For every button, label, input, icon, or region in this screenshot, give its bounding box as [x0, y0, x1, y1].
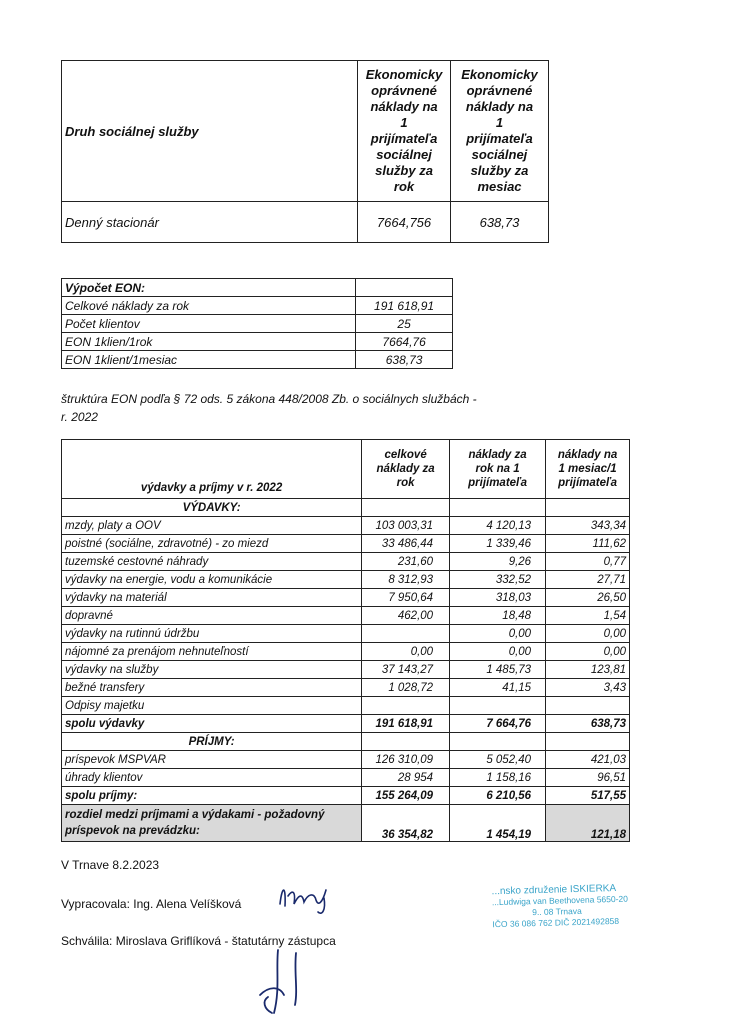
total-cell: 7 950,64 [362, 589, 450, 607]
service-column-header: Druh sociálnej služby [62, 61, 358, 202]
year-cell: 7 664,76 [450, 715, 546, 733]
empty-cell [450, 499, 546, 517]
month-cell: 121,18 [546, 805, 630, 842]
row-label: mzdy, platy a OOV [62, 517, 362, 535]
month-cell: 0,00 [546, 643, 630, 661]
label-line: príspevok na prevádzku: [65, 825, 200, 837]
total-cell: 33 486,44 [362, 535, 450, 553]
organization-stamp [491, 882, 662, 930]
header-line: Ekonomicky [461, 67, 538, 82]
table-row [62, 697, 630, 715]
header-line: sociálnej [376, 147, 432, 162]
signature-preparer [270, 876, 340, 916]
total-cell: 8 312,93 [362, 571, 450, 589]
row-value: 638,73 [356, 351, 453, 369]
service-name-cell: Denný stacionár [62, 202, 358, 243]
header-line: prijímateľa [558, 477, 617, 489]
row-value: 7664,76 [356, 333, 453, 351]
total-cell [362, 697, 450, 715]
expenses-total-row [62, 715, 630, 733]
month-cell: 1,54 [546, 607, 630, 625]
header-line: služby za [375, 163, 433, 178]
row-value: 191 618,91 [356, 297, 453, 315]
year-cell: 332,52 [450, 571, 546, 589]
caption-line: štruktúra EON podľa § 72 ods. 5 zákona 448/2008 Zb. o sociálnych službách - [61, 392, 477, 406]
signature-approver [250, 945, 330, 1020]
year-cell: 18,48 [450, 607, 546, 625]
total-cell: 462,00 [362, 607, 450, 625]
header-line: celkové [384, 449, 427, 461]
total-cell: 0,00 [362, 643, 450, 661]
header-line: prijímateľa [468, 477, 528, 489]
year-cell: 1 454,19 [450, 805, 546, 842]
income-title: PRÍJMY: [62, 733, 362, 751]
empty-cell [362, 733, 450, 751]
row-label: úhrady klientov [62, 769, 362, 787]
table-row [62, 571, 630, 589]
row-label: výdavky na rutinnú údržbu [62, 625, 362, 643]
month-cost-cell: 638,73 [450, 202, 548, 243]
year-cell: 5 052,40 [450, 751, 546, 769]
year-cell: 1 339,46 [450, 535, 546, 553]
stamp-line: IČO 36 086 762 DIČ 2021492858 [492, 915, 620, 930]
total-cell: 155 264,09 [362, 787, 450, 805]
table-row [62, 661, 630, 679]
stamp-line: ...nsko združenie ISKIERKA [491, 882, 617, 898]
year-cell: 0,00 [450, 625, 546, 643]
eon-calculation-table [61, 278, 453, 369]
section-title-row [62, 733, 630, 751]
total-cell: 36 354,82 [362, 805, 450, 842]
table-row [62, 679, 630, 697]
header-label: výdavky a príjmy v r. 2022 [62, 440, 362, 499]
row-label: spolu výdavky [62, 715, 362, 733]
month-cell: 517,55 [546, 787, 630, 805]
year-cell: 0,00 [450, 643, 546, 661]
row-label: Celkové náklady za rok [62, 297, 356, 315]
row-value: 25 [356, 315, 453, 333]
month-cell: 27,71 [546, 571, 630, 589]
total-cell: 28 954 [362, 769, 450, 787]
empty-cell [546, 733, 630, 751]
empty-cell [546, 499, 630, 517]
header-line: prijímateľa [466, 131, 533, 146]
month-cost-column-header [450, 61, 548, 202]
year-cell: 4 120,13 [450, 517, 546, 535]
row-label: bežné transfery [62, 679, 362, 697]
header-line: rok na 1 [475, 463, 520, 475]
table-row [62, 333, 453, 351]
stamp-line: ...Ludwiga van Beethovena 5650-20 [491, 893, 629, 908]
month-cell: 0,00 [546, 625, 630, 643]
year-cell: 9,26 [450, 553, 546, 571]
table-row [62, 535, 630, 553]
header-line: 1 [495, 115, 504, 130]
approved-by: Schválila: Miroslava Griflíková - štatutárny zástupca [61, 934, 336, 948]
header-line: mesiac [477, 179, 522, 194]
empty-cell [356, 279, 453, 297]
difference-row [62, 805, 630, 842]
income-total-row [62, 787, 630, 805]
year-cell: 6 210,56 [450, 787, 546, 805]
total-cell: 37 143,27 [362, 661, 450, 679]
header-line: oprávnené [371, 83, 437, 98]
table-row [62, 607, 630, 625]
header-line: náklady na [465, 99, 534, 114]
table-row [62, 553, 630, 571]
year-cell [450, 697, 546, 715]
difference-label [62, 805, 362, 842]
total-cell: 103 003,31 [362, 517, 450, 535]
empty-cell [362, 499, 450, 517]
total-cell: 1 028,72 [362, 679, 450, 697]
header-line: sociálnej [471, 147, 528, 162]
total-column-header [362, 440, 450, 499]
table-row [62, 315, 453, 333]
header-line: 1 [400, 115, 408, 130]
month-cell: 26,50 [546, 589, 630, 607]
expenses-title: VÝDAVKY: [62, 499, 362, 517]
row-label: poistné (sociálne, zdravotné) - zo miezd [62, 535, 362, 553]
total-cell: 231,60 [362, 553, 450, 571]
header-line: 1 mesiac/1 [558, 463, 617, 475]
income-expense-table [61, 439, 630, 842]
table-header-row [62, 61, 549, 202]
table-row [62, 751, 630, 769]
table-row [62, 517, 630, 535]
header-line: oprávnené [466, 83, 533, 98]
header-line: náklady na [557, 449, 618, 461]
prepared-by: Vypracovala: Ing. Alena Velíšková [61, 897, 242, 911]
row-label: nájomné za prenájom nehnuteľností [62, 643, 362, 661]
row-label: EON 1klient/1mesiac [62, 351, 356, 369]
year-cell: 318,03 [450, 589, 546, 607]
caption-line: r. 2022 [61, 410, 98, 424]
header-line: náklady na [370, 99, 438, 114]
row-label: EON 1klien/1rok [62, 333, 356, 351]
header-line: náklady za [468, 449, 527, 461]
table-row [62, 643, 630, 661]
row-label: výdavky na energie, vodu a komunikácie [62, 571, 362, 589]
row-label: príspevok MSPVAR [62, 751, 362, 769]
row-label: tuzemské cestovné náhrady [62, 553, 362, 571]
month-cell: 123,81 [546, 661, 630, 679]
place-date: V Trnave 8.2.2023 [61, 858, 160, 872]
table-row [62, 202, 549, 243]
header-line: rok [396, 477, 415, 489]
row-label: výdavky na služby [62, 661, 362, 679]
row-label: Odpisy majetku [62, 697, 362, 715]
year-cell: 41,15 [450, 679, 546, 697]
table-row [62, 279, 453, 297]
total-cell: 126 310,09 [362, 751, 450, 769]
eon-title: Výpočet EON: [62, 279, 356, 297]
year-cost-column-header [358, 61, 451, 202]
month-cell: 343,34 [546, 517, 630, 535]
year-per-client-column-header [450, 440, 546, 499]
header-line: služby za [470, 163, 529, 178]
total-cell: 191 618,91 [362, 715, 450, 733]
month-cell [546, 697, 630, 715]
header-line: náklady za [376, 463, 435, 475]
month-per-client-column-header [546, 440, 630, 499]
table-row [62, 351, 453, 369]
stamp-line: 9.. 08 Trnava [532, 905, 582, 918]
service-costs-table [61, 60, 549, 243]
eon-structure-caption [61, 390, 551, 426]
month-cell: 638,73 [546, 715, 630, 733]
empty-cell [450, 733, 546, 751]
header-line: Ekonomicky [365, 67, 443, 82]
row-label: dopravné [62, 607, 362, 625]
year-cell: 1 485,73 [450, 661, 546, 679]
row-label: Počet klientov [62, 315, 356, 333]
month-cell: 111,62 [546, 535, 630, 553]
table-header-row [62, 440, 630, 499]
month-cell: 421,03 [546, 751, 630, 769]
table-row [62, 769, 630, 787]
year-cell: 1 158,16 [450, 769, 546, 787]
section-title-row [62, 499, 630, 517]
table-row [62, 589, 630, 607]
row-label: výdavky na materiál [62, 589, 362, 607]
month-cell: 0,77 [546, 553, 630, 571]
table-row [62, 625, 630, 643]
row-label: spolu príjmy: [62, 787, 362, 805]
month-cell: 96,51 [546, 769, 630, 787]
header-line: rok [393, 179, 415, 194]
table-row [62, 297, 453, 315]
year-cost-cell: 7664,756 [358, 202, 451, 243]
label-line: rozdiel medzi príjmami a výdakami - požadovný [65, 809, 325, 821]
header-line: prijímateľa [370, 131, 438, 146]
total-cell [362, 625, 450, 643]
month-cell: 3,43 [546, 679, 630, 697]
